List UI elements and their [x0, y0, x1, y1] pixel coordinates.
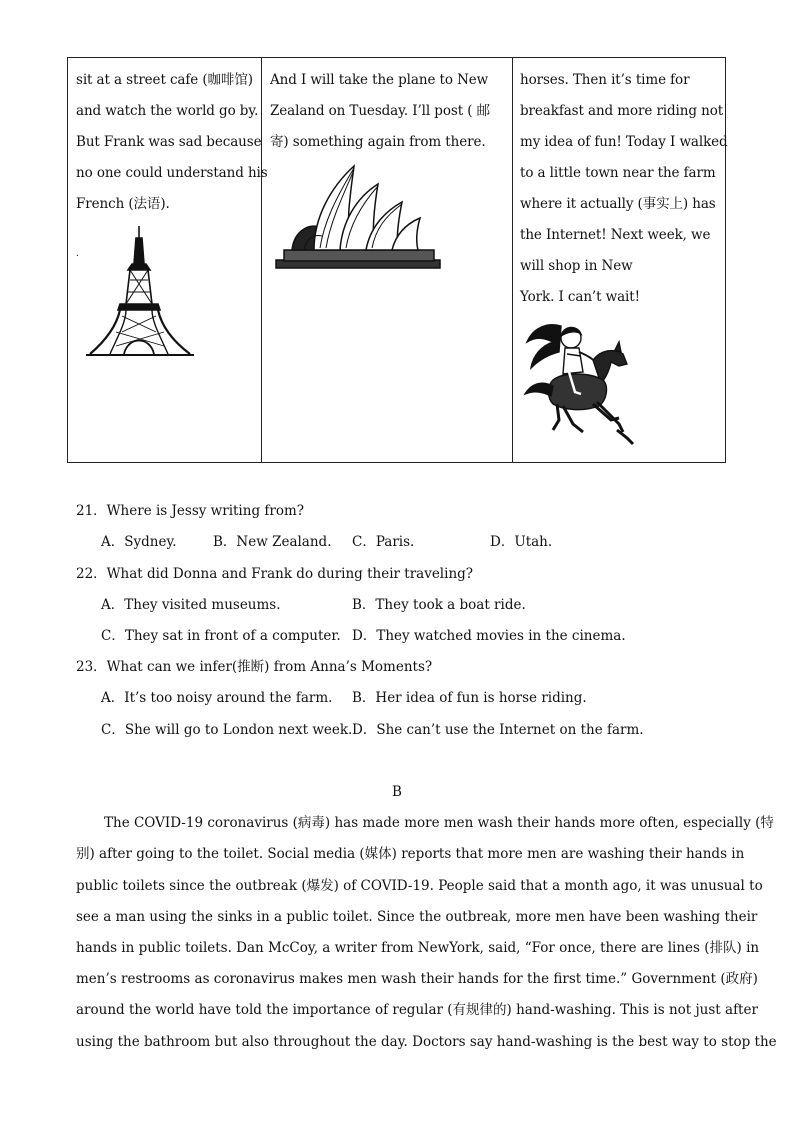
question-22-option-c[interactable]: C．They sat in front of a computer.	[101, 628, 341, 644]
question-21-option-c[interactable]: C．Paris.	[352, 534, 415, 550]
passage-line: The COVID-19 coronavirus (病毒) has made more men wash their hands more often, especially (特	[104, 815, 774, 831]
table-column-2	[262, 58, 513, 462]
table-line: York. I can’t wait!	[520, 289, 640, 305]
table-line: the Internet! Next week, we	[520, 227, 711, 243]
table-column-3	[513, 58, 728, 462]
table-line: my idea of fun! Today I walked	[520, 134, 728, 150]
girl-riding-horse-icon	[523, 320, 643, 450]
section-b-label: B	[392, 784, 402, 800]
passage-line: see a man using the sinks in a public toilet. Since the outbreak, more men have been washing their	[76, 909, 758, 925]
table-line: But Frank was sad because	[76, 134, 262, 150]
passage-line: using the bathroom but also throughout the day. Doctors say hand-washing is the best way to stop the	[76, 1034, 777, 1050]
table-line: sit at a street cafe (咖啡馆)	[76, 72, 253, 88]
question-22-option-b[interactable]: B．They took a boat ride.	[352, 597, 526, 613]
passage-line: 别) after going to the toilet. Social media (媒体) reports that more men are washing their hands in	[76, 846, 745, 862]
passage-line: hands in public toilets. Dan McCoy, a writer from NewYork, said, “For once, there are lines (排队) in	[76, 940, 760, 956]
question-21-option-d[interactable]: D．Utah.	[490, 534, 553, 550]
question-21-stem: 21．Where is Jessy writing from?	[76, 503, 304, 519]
passage-line: men’s restrooms as coronavirus makes men wash their hands for the first time.” Government (政府)	[76, 971, 758, 987]
table-line: will shop in New	[520, 258, 633, 274]
question-21-option-a[interactable]: A．Sydney.	[101, 534, 177, 550]
table-line: 寄) something again from there.	[270, 134, 486, 150]
passage-line: around the world have told the importance of regular (有规律的) hand-washing. This is not just after	[76, 1002, 758, 1018]
table-line: French (法语).	[76, 196, 170, 212]
table-line: And I will take the plane to New	[270, 72, 489, 88]
table-column-1	[68, 58, 268, 462]
question-21-option-b[interactable]: B．New Zealand.	[213, 534, 332, 550]
table-line: .	[76, 249, 79, 259]
eiffel-tower-icon	[86, 224, 198, 358]
table-line: breakfast and more riding not	[520, 103, 724, 119]
question-23-option-d[interactable]: D．She can’t use the Internet on the farm.	[352, 722, 644, 738]
question-22-option-a[interactable]: A．They visited museums.	[101, 597, 281, 613]
question-23-option-a[interactable]: A．It’s too noisy around the farm.	[101, 690, 333, 706]
story-table	[67, 57, 726, 463]
question-23-option-c[interactable]: C．She will go to London next week.	[101, 722, 353, 738]
table-line: where it actually (事实上) has	[520, 196, 716, 212]
sydney-opera-house-icon	[274, 162, 442, 274]
table-line: and watch the world go by.	[76, 103, 259, 119]
table-line: to a little town near the farm	[520, 165, 716, 181]
table-line: horses. Then it’s time for	[520, 72, 690, 88]
table-line: Zealand on Tuesday. I’ll post ( 邮	[270, 103, 490, 119]
question-23-stem: 23．What can we infer(推断) from Anna’s Moments?	[76, 659, 433, 675]
question-22-stem: 22．What did Donna and Frank do during their traveling?	[76, 566, 474, 582]
table-line: no one could understand his	[76, 165, 268, 181]
passage-line: public toilets since the outbreak (爆发) of COVID-19. People said that a month ago, it was unusual to	[76, 878, 763, 894]
question-22-option-d[interactable]: D．They watched movies in the cinema.	[352, 628, 626, 644]
question-23-option-b[interactable]: B．Her idea of fun is horse riding.	[352, 690, 587, 706]
